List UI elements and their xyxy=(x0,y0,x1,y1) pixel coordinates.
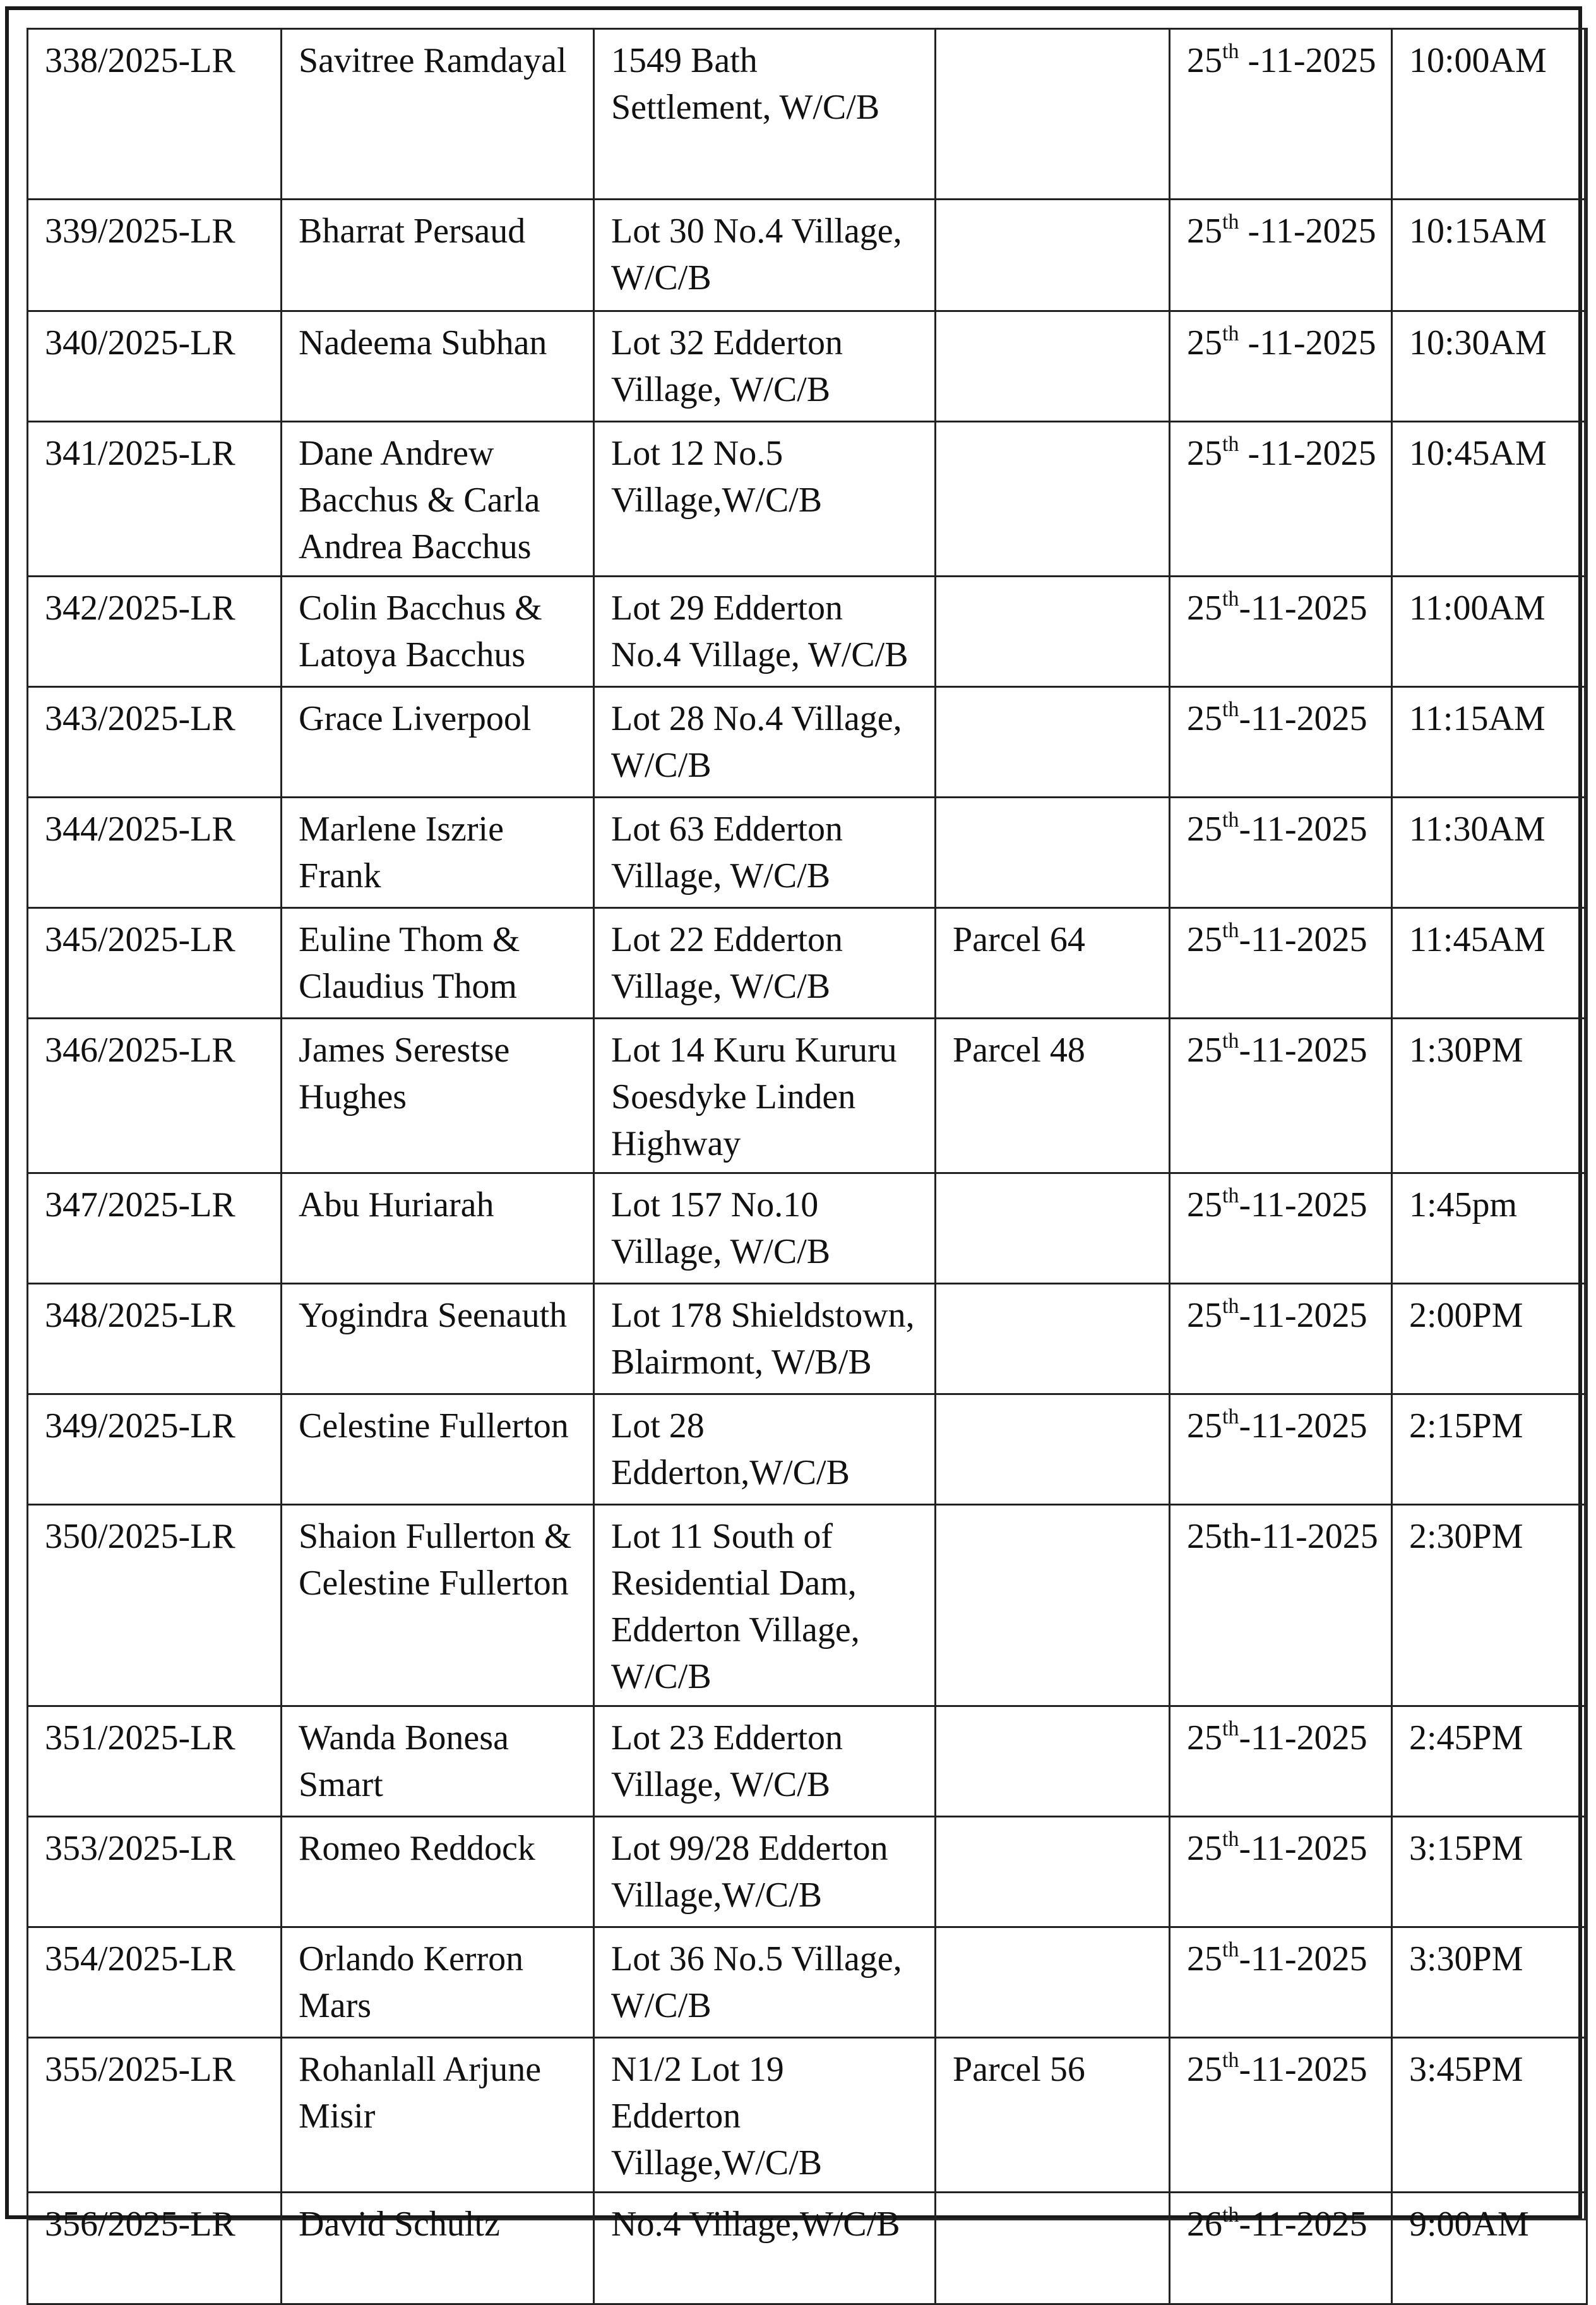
date-day-text: 25 xyxy=(1187,810,1222,849)
cell-parcel xyxy=(936,311,1170,422)
applicant-name-text: Grace Liverpool xyxy=(299,699,532,738)
cell-hearing-date xyxy=(1170,908,1392,1019)
reference-number-text: 341/2025-LR xyxy=(45,434,235,473)
cell-applicant-name xyxy=(282,798,594,908)
cell-reference-number xyxy=(28,577,282,687)
table-row xyxy=(28,798,1587,908)
cell-hearing-time xyxy=(1392,908,1587,1019)
cell-reference-number xyxy=(28,1505,282,1706)
reference-number-text: 338/2025-LR xyxy=(45,41,235,80)
hearing-time-text: 2:00PM xyxy=(1409,1296,1523,1335)
date-month-year-text: -11-2025 xyxy=(1239,212,1376,251)
table-row xyxy=(28,2193,1587,2304)
cell-reference-number xyxy=(28,2193,282,2304)
hearing-time-text: 3:15PM xyxy=(1409,1829,1523,1868)
date-ordinal-suffix: th xyxy=(1222,1717,1239,1740)
parcel-text: Parcel 64 xyxy=(953,920,1085,959)
cell-applicant-name xyxy=(282,687,594,798)
date-day-text: 25 xyxy=(1187,323,1222,362)
reference-number-text: 350/2025-LR xyxy=(45,1517,235,1556)
reference-number-text: 354/2025-LR xyxy=(45,1939,235,1979)
schedule-body xyxy=(28,29,1587,2304)
table-row xyxy=(28,200,1587,311)
hearing-time-text: 10:30AM xyxy=(1409,323,1547,362)
hearing-time-text: 2:30PM xyxy=(1409,1517,1523,1556)
date-ordinal-suffix: th xyxy=(1222,322,1239,345)
applicant-name-text: Colin Bacchus & Latoya Bacchus xyxy=(299,589,542,674)
cell-hearing-time xyxy=(1392,1927,1587,2038)
cell-property-address xyxy=(594,422,936,577)
cell-property-address xyxy=(594,1019,936,1173)
date-day-text: 25 xyxy=(1187,699,1222,738)
date-day-text: 25 xyxy=(1187,41,1222,80)
cell-hearing-time xyxy=(1392,29,1587,200)
date-month-year-text: -11-2025 xyxy=(1239,1718,1367,1757)
reference-number-text: 346/2025-LR xyxy=(45,1031,235,1070)
cell-parcel xyxy=(936,1019,1170,1173)
table-row xyxy=(28,1505,1587,1706)
date-ordinal-suffix: th xyxy=(1222,587,1239,611)
reference-number-text: 355/2025-LR xyxy=(45,2050,235,2089)
cell-parcel xyxy=(936,1706,1170,1817)
cell-reference-number xyxy=(28,1817,282,1927)
cell-hearing-date xyxy=(1170,2193,1392,2304)
cell-hearing-time xyxy=(1392,687,1587,798)
cell-parcel xyxy=(936,29,1170,200)
date-day-text: 25 xyxy=(1187,1939,1222,1979)
cell-hearing-time xyxy=(1392,577,1587,687)
date-day-text: 25 xyxy=(1187,1031,1222,1070)
cell-property-address xyxy=(594,29,936,200)
applicant-name-text: Celestine Fullerton xyxy=(299,1406,569,1446)
cell-parcel xyxy=(936,200,1170,311)
cell-applicant-name xyxy=(282,311,594,422)
parcel-text: Parcel 56 xyxy=(953,2050,1085,2089)
cell-applicant-name xyxy=(282,1927,594,2038)
cell-parcel xyxy=(936,2193,1170,2304)
property-address-text: 1549 Bath Settlement, W/C/B xyxy=(611,41,880,127)
applicant-name-text: Nadeema Subhan xyxy=(299,323,547,362)
cell-applicant-name xyxy=(282,1817,594,1927)
cell-parcel xyxy=(936,1927,1170,2038)
date-day-text: 25 xyxy=(1187,1296,1222,1335)
date-day-text: 25 xyxy=(1187,1718,1222,1757)
cell-parcel xyxy=(936,908,1170,1019)
date-ordinal-suffix: th xyxy=(1222,919,1239,942)
reference-number-text: 343/2025-LR xyxy=(45,699,235,738)
cell-hearing-date xyxy=(1170,200,1392,311)
date-ordinal-suffix: th xyxy=(1222,2049,1239,2072)
applicant-name-text: Shaion Fullerton & Celestine Fullerton xyxy=(299,1517,572,1603)
table-row xyxy=(28,1173,1587,1284)
cell-applicant-name xyxy=(282,1394,594,1505)
cell-parcel xyxy=(936,1505,1170,1706)
cell-reference-number xyxy=(28,1173,282,1284)
reference-number-text: 339/2025-LR xyxy=(45,212,235,251)
hearing-time-text: 11:45AM xyxy=(1409,920,1545,959)
cell-property-address xyxy=(594,1394,936,1505)
hearing-time-text: 11:30AM xyxy=(1409,810,1545,849)
cell-parcel xyxy=(936,687,1170,798)
applicant-name-text: Abu Huriarah xyxy=(299,1185,494,1224)
applicant-name-text: Marlene Iszrie Frank xyxy=(299,810,504,895)
cell-reference-number xyxy=(28,2038,282,2193)
date-ordinal-suffix: th xyxy=(1222,808,1239,832)
reference-number-text: 344/2025-LR xyxy=(45,810,235,849)
cell-parcel xyxy=(936,1284,1170,1394)
cell-property-address xyxy=(594,2038,936,2193)
property-address-text: Lot 28 No.4 Village, W/C/B xyxy=(611,699,902,785)
applicant-name-text: James Serestse Hughes xyxy=(299,1031,510,1117)
cell-hearing-date xyxy=(1170,798,1392,908)
cell-reference-number xyxy=(28,1394,282,1505)
cell-hearing-time xyxy=(1392,2038,1587,2193)
cell-reference-number xyxy=(28,1927,282,2038)
hearing-time-text: 3:45PM xyxy=(1409,2050,1523,2089)
property-address-text: Lot 178 Shieldstown, Blairmont, W/B/B xyxy=(611,1296,915,1382)
hearing-time-text: 2:45PM xyxy=(1409,1718,1523,1757)
date-day-text: 26 xyxy=(1187,2205,1222,2244)
cell-applicant-name xyxy=(282,577,594,687)
date-ordinal-suffix: th xyxy=(1222,1938,1239,1961)
property-address-text: Lot 22 Edderton Village, W/C/B xyxy=(611,920,843,1006)
hearing-time-text: 11:15AM xyxy=(1409,699,1545,738)
property-address-text: Lot 32 Edderton Village, W/C/B xyxy=(611,323,843,409)
parcel-text: Parcel 48 xyxy=(953,1031,1085,1070)
table-row xyxy=(28,1284,1587,1394)
cell-applicant-name xyxy=(282,422,594,577)
table-row xyxy=(28,908,1587,1019)
date-month-year-text: -11-2025 xyxy=(1239,920,1367,959)
cell-parcel xyxy=(936,422,1170,577)
hearing-time-text: 10:00AM xyxy=(1409,41,1547,80)
cell-applicant-name xyxy=(282,1706,594,1817)
hearing-schedule-table xyxy=(27,28,1588,2305)
date-month-year-text: -11-2025 xyxy=(1239,1829,1367,1868)
property-address-text: No.4 Village,W/C/B xyxy=(611,2205,900,2244)
table-row xyxy=(28,687,1587,798)
date-ordinal-suffix: th xyxy=(1222,433,1239,456)
applicant-name-text: Euline Thom & Claudius Thom xyxy=(299,920,520,1006)
applicant-name-text: David Schultz xyxy=(299,2205,500,2244)
cell-hearing-date xyxy=(1170,311,1392,422)
cell-hearing-date xyxy=(1170,577,1392,687)
reference-number-text: 342/2025-LR xyxy=(45,589,235,628)
cell-reference-number xyxy=(28,687,282,798)
date-ordinal-suffix: th xyxy=(1222,1029,1239,1053)
cell-hearing-date xyxy=(1170,1284,1392,1394)
date-day-text: 25 xyxy=(1187,1406,1222,1446)
cell-hearing-date xyxy=(1170,29,1392,200)
cell-applicant-name xyxy=(282,2193,594,2304)
reference-number-text: 353/2025-LR xyxy=(45,1829,235,1868)
cell-reference-number xyxy=(28,29,282,200)
hearing-time-text: 11:00AM xyxy=(1409,589,1545,628)
date-month-year-text: -11-2025 xyxy=(1239,2205,1367,2244)
table-row xyxy=(28,422,1587,577)
cell-property-address xyxy=(594,1927,936,2038)
property-address-text: Lot 23 Edderton Village, W/C/B xyxy=(611,1718,843,1804)
date-month-year-text: -11-2025 xyxy=(1239,589,1367,628)
cell-parcel xyxy=(936,577,1170,687)
cell-parcel xyxy=(936,1173,1170,1284)
cell-reference-number xyxy=(28,200,282,311)
date-month-year-text: -11-2025 xyxy=(1239,810,1367,849)
applicant-name-text: Orlando Kerron Mars xyxy=(299,1939,524,2025)
table-row xyxy=(28,1817,1587,1927)
table-row xyxy=(28,1706,1587,1817)
cell-parcel xyxy=(936,2038,1170,2193)
cell-hearing-date xyxy=(1170,1706,1392,1817)
applicant-name-text: Yogindra Seenauth xyxy=(299,1296,568,1335)
cell-hearing-time xyxy=(1392,2193,1587,2304)
property-address-text: Lot 11 South of Residential Dam, Edderton Village, W/C/B xyxy=(611,1517,860,1696)
date-month-year-text: -11-2025 xyxy=(1239,1031,1367,1070)
cell-property-address xyxy=(594,311,936,422)
hearing-time-text: 10:15AM xyxy=(1409,212,1547,251)
reference-number-text: 349/2025-LR xyxy=(45,1406,235,1446)
date-month-year-text: -11-2025 xyxy=(1239,323,1376,362)
date-ordinal-suffix: th xyxy=(1222,2203,1239,2227)
property-address-text: Lot 99/28 Edderton Village,W/C/B xyxy=(611,1829,888,1915)
applicant-name-text: Wanda Bonesa Smart xyxy=(299,1718,509,1804)
property-address-text: Lot 36 No.5 Village, W/C/B xyxy=(611,1939,902,2025)
cell-hearing-time xyxy=(1392,422,1587,577)
date-month-year-text: -11-2025 xyxy=(1239,699,1367,738)
cell-hearing-time xyxy=(1392,798,1587,908)
property-address-text: Lot 29 Edderton No.4 Village, W/C/B xyxy=(611,589,908,674)
hearing-time-text: 10:45AM xyxy=(1409,434,1547,473)
applicant-name-text: Dane Andrew Bacchus & Carla Andrea Bacchus xyxy=(299,434,540,566)
cell-hearing-date xyxy=(1170,1505,1392,1706)
date-month-year-text: -11-2025 xyxy=(1239,434,1376,473)
cell-reference-number xyxy=(28,1706,282,1817)
cell-reference-number xyxy=(28,1284,282,1394)
table-row xyxy=(28,311,1587,422)
date-ordinal-suffix: th xyxy=(1222,1405,1239,1428)
property-address-text: Lot 63 Edderton Village, W/C/B xyxy=(611,810,843,895)
cell-hearing-date xyxy=(1170,422,1392,577)
property-address-text: Lot 30 No.4 Village, W/C/B xyxy=(611,212,902,297)
date-day-text: 25 xyxy=(1187,1829,1222,1868)
cell-reference-number xyxy=(28,798,282,908)
cell-property-address xyxy=(594,908,936,1019)
cell-property-address xyxy=(594,1284,936,1394)
table-row xyxy=(28,1019,1587,1173)
cell-applicant-name xyxy=(282,1019,594,1173)
applicant-name-text: Savitree Ramdayal xyxy=(299,41,567,80)
property-address-text: Lot 157 No.10 Village, W/C/B xyxy=(611,1185,831,1271)
cell-property-address xyxy=(594,2193,936,2304)
date-ordinal-suffix: th xyxy=(1222,1184,1239,1207)
date-day-text: 25 xyxy=(1187,434,1222,473)
date-month-year-text: -11-2025 xyxy=(1239,1406,1367,1446)
table-row xyxy=(28,1927,1587,2038)
cell-applicant-name xyxy=(282,2038,594,2193)
cell-applicant-name xyxy=(282,1505,594,1706)
cell-hearing-time xyxy=(1392,1394,1587,1505)
reference-number-text: 351/2025-LR xyxy=(45,1718,235,1757)
cell-applicant-name xyxy=(282,29,594,200)
reference-number-text: 345/2025-LR xyxy=(45,920,235,959)
cell-reference-number xyxy=(28,311,282,422)
cell-parcel xyxy=(936,1394,1170,1505)
table-row xyxy=(28,2038,1587,2193)
date-ordinal-suffix: th xyxy=(1222,1295,1239,1318)
cell-property-address xyxy=(594,577,936,687)
date-ordinal-suffix: th xyxy=(1222,1828,1239,1851)
date-month-year-text: -11-2025 xyxy=(1239,1296,1367,1335)
hearing-time-text: 9:00AM xyxy=(1409,2205,1529,2244)
cell-property-address xyxy=(594,1505,936,1706)
cell-hearing-time xyxy=(1392,1817,1587,1927)
date-month-year-text: -11-2025 xyxy=(1239,1939,1367,1979)
cell-parcel xyxy=(936,1817,1170,1927)
property-address-text: Lot 14 Kuru Kururu Soesdyke Linden Highway xyxy=(611,1031,897,1163)
date-ordinal-suffix: th xyxy=(1222,698,1239,721)
cell-property-address xyxy=(594,200,936,311)
cell-reference-number xyxy=(28,908,282,1019)
reference-number-text: 340/2025-LR xyxy=(45,323,235,362)
cell-reference-number xyxy=(28,1019,282,1173)
cell-applicant-name xyxy=(282,200,594,311)
property-address-text: Lot 12 No.5 Village,W/C/B xyxy=(611,434,823,520)
cell-property-address xyxy=(594,687,936,798)
cell-reference-number xyxy=(28,422,282,577)
applicant-name-text: Romeo Reddock xyxy=(299,1829,535,1868)
reference-number-text: 348/2025-LR xyxy=(45,1296,235,1335)
date-day-text: 25 xyxy=(1187,212,1222,251)
cell-hearing-time xyxy=(1392,1505,1587,1706)
cell-hearing-date xyxy=(1170,1173,1392,1284)
date-day-text: 25th-11-2025 xyxy=(1187,1517,1378,1556)
hearing-time-text: 3:30PM xyxy=(1409,1939,1523,1979)
cell-hearing-date xyxy=(1170,1927,1392,2038)
cell-hearing-date xyxy=(1170,2038,1392,2193)
cell-applicant-name xyxy=(282,908,594,1019)
property-address-text: N1/2 Lot 19 Edderton Village,W/C/B xyxy=(611,2050,823,2182)
hearing-time-text: 1:30PM xyxy=(1409,1031,1523,1070)
table-row xyxy=(28,577,1587,687)
date-month-year-text: -11-2025 xyxy=(1239,1185,1367,1224)
cell-hearing-time xyxy=(1392,200,1587,311)
reference-number-text: 347/2025-LR xyxy=(45,1185,235,1224)
cell-hearing-time xyxy=(1392,1019,1587,1173)
date-month-year-text: -11-2025 xyxy=(1239,2050,1367,2089)
cell-property-address xyxy=(594,798,936,908)
cell-applicant-name xyxy=(282,1284,594,1394)
hearing-time-text: 1:45pm xyxy=(1409,1185,1518,1224)
hearing-time-text: 2:15PM xyxy=(1409,1406,1523,1446)
cell-hearing-time xyxy=(1392,1706,1587,1817)
cell-hearing-date xyxy=(1170,1394,1392,1505)
cell-hearing-time xyxy=(1392,1284,1587,1394)
date-day-text: 25 xyxy=(1187,589,1222,628)
date-ordinal-suffix: th xyxy=(1222,40,1239,63)
cell-property-address xyxy=(594,1173,936,1284)
date-day-text: 25 xyxy=(1187,1185,1222,1224)
cell-property-address xyxy=(594,1706,936,1817)
cell-property-address xyxy=(594,1817,936,1927)
property-address-text: Lot 28 Edderton,W/C/B xyxy=(611,1406,850,1492)
table-row xyxy=(28,29,1587,200)
applicant-name-text: Bharrat Persaud xyxy=(299,212,526,251)
date-day-text: 25 xyxy=(1187,920,1222,959)
cell-hearing-date xyxy=(1170,1817,1392,1927)
cell-hearing-time xyxy=(1392,1173,1587,1284)
applicant-name-text: Rohanlall Arjune Misir xyxy=(299,2050,542,2136)
date-month-year-text: -11-2025 xyxy=(1239,41,1376,80)
table-row xyxy=(28,1394,1587,1505)
cell-parcel xyxy=(936,798,1170,908)
date-ordinal-suffix: th xyxy=(1222,210,1239,234)
cell-applicant-name xyxy=(282,1173,594,1284)
date-day-text: 25 xyxy=(1187,2050,1222,2089)
document-frame xyxy=(5,6,1582,2244)
cell-hearing-date xyxy=(1170,687,1392,798)
cell-hearing-date xyxy=(1170,1019,1392,1173)
cell-hearing-time xyxy=(1392,311,1587,422)
reference-number-text: 356/2025-LR xyxy=(45,2205,235,2244)
